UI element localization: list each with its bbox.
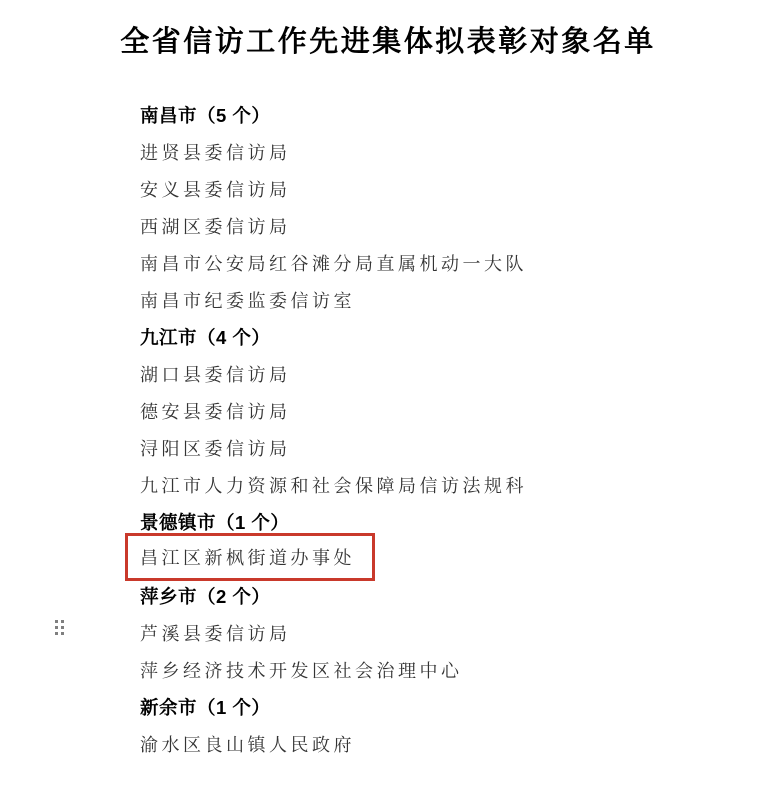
drag-handle-dot — [55, 626, 58, 629]
item-text: 南昌市公安局红谷滩分局直属机动一大队 — [140, 253, 527, 274]
section-header: 景德镇市（1 个） — [140, 511, 290, 533]
list-item — [140, 725, 756, 762]
drag-handle-dot — [55, 620, 58, 623]
drag-handle-dot — [61, 632, 64, 635]
item-text: 进贤县委信访局 — [140, 142, 291, 163]
list-item — [140, 244, 756, 281]
list-item — [140, 466, 756, 503]
list-item — [140, 355, 756, 392]
item-text: 安义县委信访局 — [140, 179, 291, 200]
section-header: 九江市（4 个） — [140, 326, 271, 348]
item-text: 芦溪县委信访局 — [140, 623, 291, 644]
item-text: 西湖区委信访局 — [140, 216, 291, 237]
list-item — [140, 207, 756, 244]
section-header: 南昌市（5 个） — [140, 104, 271, 126]
list-item — [140, 651, 756, 688]
drag-handle-icon[interactable] — [55, 620, 64, 635]
item-text: 南昌市纪委监委信访室 — [140, 290, 355, 311]
item-text: 湖口县委信访局 — [140, 364, 291, 385]
list-item — [140, 429, 756, 466]
list-item — [140, 281, 756, 318]
section-header: 萍乡市（2 个） — [140, 585, 271, 607]
list-item — [140, 133, 756, 170]
item-text: 浔阳区委信访局 — [140, 438, 291, 459]
item-text: 萍乡经济技术开发区社会治理中心 — [140, 660, 463, 681]
list-item — [140, 392, 756, 429]
drag-handle-dot — [55, 632, 58, 635]
commendation-list — [140, 96, 756, 762]
list-item — [140, 614, 756, 651]
highlighted-item-red-box: 昌江区新枫街道办事处 — [125, 533, 375, 581]
item-text: 渝水区良山镇人民政府 — [140, 734, 355, 755]
item-text: 九江市人力资源和社会保障局信访法规科 — [140, 475, 527, 496]
page-title: 全省信访工作先进集体拟表彰对象名单 — [120, 26, 656, 58]
item-text: 德安县委信访局 — [140, 401, 291, 422]
section-header: 新余市（1 个） — [140, 696, 271, 718]
list-item — [140, 540, 756, 577]
drag-handle-dot — [61, 626, 64, 629]
list-item — [140, 170, 756, 207]
drag-handle-dot — [61, 620, 64, 623]
